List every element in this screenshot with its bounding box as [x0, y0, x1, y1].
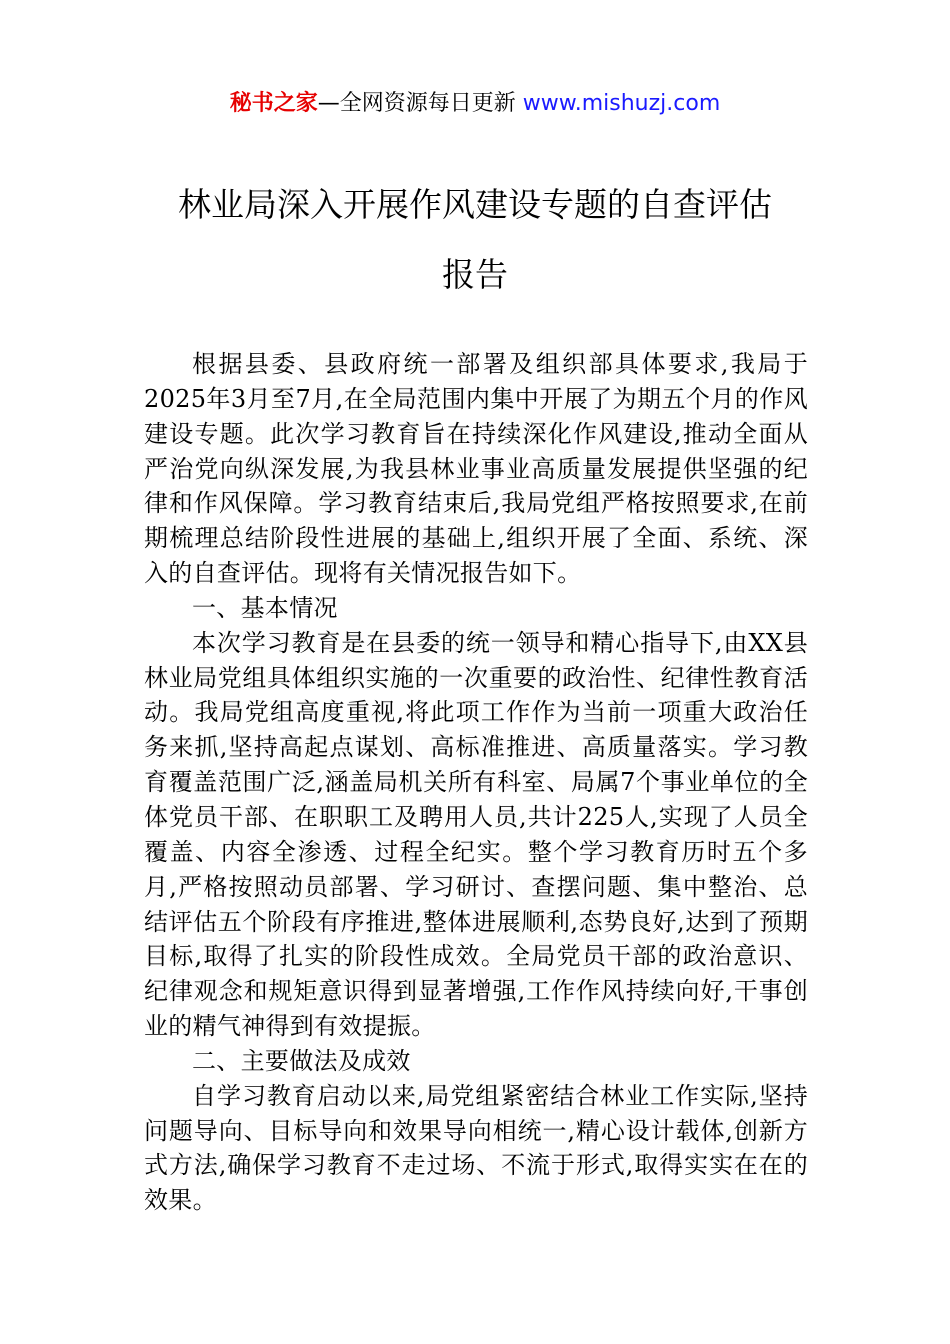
- title-line-1: 林业局深入开展作风建设专题的自查评估: [178, 185, 772, 224]
- section-heading-basic-situation: 一、基本情况: [192, 593, 338, 622]
- section-heading-main-practices: 二、主要做法及成效: [192, 1046, 411, 1075]
- basic-situation-paragraph: 本次学习教育是在县委的统一领导和精心指导下,由XX县林业局党组具体组织实施的一次重要的政治性、纪律性教育活动。我局党组高度重视,将此项工作作为当前一项重大政治任务来抓,坚持高起点谋划、高标准推进、高质量落实。学习教育覆盖范围广泛,涵盖局机关所有科室、局属7个事业单位的全体党员干部、在职职工及聘用人员,共计225人,实现了人员全覆盖、内容全渗透、过程全纪实。整个学习教育历时五个多月,严格按照动员部署、学习研讨、查摆问题、集中整治、总结评估五个阶段有序推进,整体进展顺利,态势良好,达到了预期目标,取得了扎实的阶段性成效。全局党员干部的政治意识、纪律观念和规矩意识得到显著增强,工作作风持续向好,干事创业的精气神得到有效提振。: [144, 628, 808, 1041]
- main-practices-paragraph: 自学习教育启动以来,局党组紧密结合林业工作实际,坚持问题导向、目标导向和效果导向相统一,精心设计载体,创新方式方法,确保学习教育不走过场、不流于形式,取得实实在在的效果。: [144, 1081, 808, 1215]
- document-title: [80, 182, 870, 322]
- intro-paragraph: 根据县委、县政府统一部署及组织部具体要求,我局于2025年3月至7月,在全局范围内集中开展了为期五个月的作风建设专题。此次学习教育旨在持续深化作风建设,推动全面从严治党向纵深发展,为我县林业事业高质量发展提供坚强的纪律和作风保障。学习教育结束后,我局党组严格按照要求,在前期梳理总结阶段性进展的基础上,组织开展了全面、系统、深入的自查评估。现将有关情况报告如下。: [144, 350, 808, 588]
- site-brand: 秘书之家: [229, 91, 318, 116]
- site-tagline: —全网资源每日更新: [317, 91, 523, 116]
- document-body: [144, 347, 808, 1218]
- title-line-2: 报告: [442, 255, 508, 294]
- site-url-link[interactable]: www.mishuzj.com: [522, 91, 721, 116]
- site-header: [0, 88, 950, 120]
